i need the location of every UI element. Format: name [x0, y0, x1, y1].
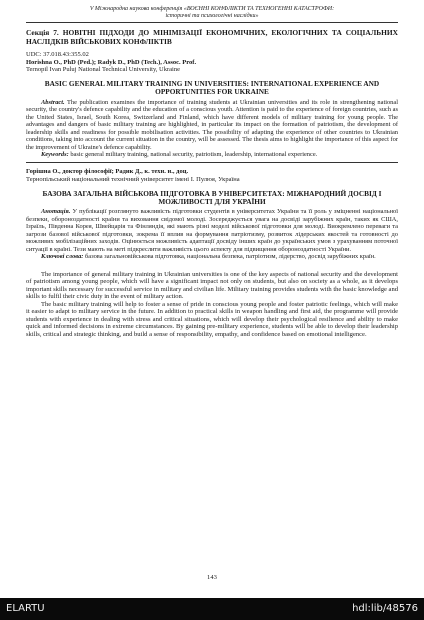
page-number: 143	[207, 574, 217, 581]
body-paragraph: The importance of general military training in Ukrainian universities is one of the key aspects of national security and the development of patriotism among young people, which will have a significant impact not only on students, but also on society as a whole, as it develops important skills necessary for successful service in military and civilian life. Military training provides students with the basic knowledge and skills to fulfil their civic duty in the event of military action.	[26, 270, 398, 301]
keywords-label-en: Keywords:	[41, 150, 69, 158]
affiliation-uk: Тернопільський національний технічний університет імені І. Пулюя, Україна	[26, 176, 240, 183]
keywords-uk	[26, 253, 398, 260]
abstract-text-en: The publication examines the importance of training students at Ukrainian universities and its role in strengthening national security, the country's defence capability and the education of a conscious youth. Attention is paid to the experience of foreign countries, such as the United States, Israel, South Korea, Switzerland and Finland, which have different models of military training for young people. The advantages and dangers of basic military training are highlighted, in particular its impact on the formation of patriotism, the development of leadership skills and readiness for possible mobilisation activities. The possibility of adapting the experience of other countries to Ukrainian conditions, taking into account the current situation in the country, will be assessed. The thesis aims to highlight the importance of this aspect for the improvement of Ukraine's defence capability.	[26, 98, 398, 151]
repository-name: ELARTU	[6, 603, 45, 614]
handle-id: hdl:lib/48576	[352, 603, 418, 614]
conference-header-line-1: V Міжнародна наукова конференція «ВОЄННІ КОНФЛІКТИ ТА ТЕХНОГЕННІ КАТАСТРОФИ:	[89, 6, 335, 12]
conference-header-line-2: історичні та психологічні наслідки»	[165, 13, 259, 19]
keywords-text-en: basic general military training, national security, patriotism, leadership, international experience.	[70, 150, 318, 158]
separator-rule	[26, 162, 398, 163]
affiliation-en: Ternopil Ivan Puluj National Technical University, Ukraine	[26, 66, 180, 74]
abstract-en	[26, 99, 398, 151]
abstract-label-en: Abstract.	[41, 98, 65, 106]
udc-code: UDC: 37.018.43:355.02	[26, 51, 89, 59]
authors-en: Horishna O., PhD (Ped.); Radyk D., PhD (Tech.), Assoc. Prof.	[26, 58, 197, 66]
section-title: Секція 7. НОВІТНІ ПІДХОДИ ДО МІНІМІЗАЦІЇ ЕКОНОМІЧНИХ, ЕКОЛОГІЧНИХ ТА СОЦІАЛЬНИХ НАСЛІДКІВ ВІЙСЬКОВИХ КОНФЛІКТІВ	[26, 28, 398, 46]
keywords-text-uk: базова загальновійськова підготовка, національна безпека, патріотизм, лідерство, досвід зарубіжних країн.	[85, 253, 376, 261]
abstract-label-uk: Анотація.	[41, 208, 71, 216]
paper-title-uk: БАЗОВА ЗАГАЛЬНА ВІЙСЬКОВА ПІДГОТОВКА В УНІВЕРСИТЕТАХ: МІЖНАРОДНИЙ ДОСВІД І МОЖЛИВОСТІ ДЛЯ УКРАЇНИ	[42, 188, 382, 206]
authors-uk: Горішна О., доктор філософії; Радик Д., к. техн. н., доц.	[26, 168, 189, 176]
keywords-en	[26, 151, 398, 158]
abstract-text-uk: У публікації розглянуто важливість підготовки студентів в університетах України та її роль у зміцненні національної безпеки, обороноздатності країни та виховання свідомої молоді. Зосереджується увага на досвіді зарубіжних країн, таких як США, Ізраїль, Південна Корея, Швейцарія та Фінляндія, які мають різні моделі військової підготовки для молоді. Виокремлено переваги та загрози базової військової підготовки, зокрема її вплив на формування патріотизму, розвиток лідерських якостей та готовності до можливих мобілізаційних заходів. Оцінюється можливість адаптації досвіду інших країн до українських умов з урахуванням поточної ситуації в країні. Тези мають на меті підкреслити важливість цього аспекту для підвищення обороноздатності України.	[26, 208, 398, 253]
keywords-label-uk: Ключові слова:	[41, 253, 84, 261]
header-divider	[26, 22, 398, 23]
body-text	[26, 271, 398, 339]
body-paragraph: The basic military training will help to foster a sense of pride in conscious young people and foster patriotic feelings, which will make it easier to adapt to military service in the future. In addition to practical skills in weapon handling and first aid, the programme will provide students with experience in dealing with stress and critical situations, which will develop their psychological resilience and ability to make quick and informed decisions in extreme circumstances. By gaining pre-military experience, students will be able to develop their leadership skills, critical and strategic thinking, and build a sense of responsibility, empathy, and confidence based on emotional intelligence.	[26, 300, 398, 338]
paper-title-en: BASIC GENERAL MILITARY TRAINING IN UNIVERSITIES: INTERNATIONAL EXPERIENCE AND OPPORTUNITIES FOR UKRAINE	[44, 78, 380, 97]
abstract-uk	[26, 208, 398, 253]
repository-footer	[0, 598, 424, 620]
